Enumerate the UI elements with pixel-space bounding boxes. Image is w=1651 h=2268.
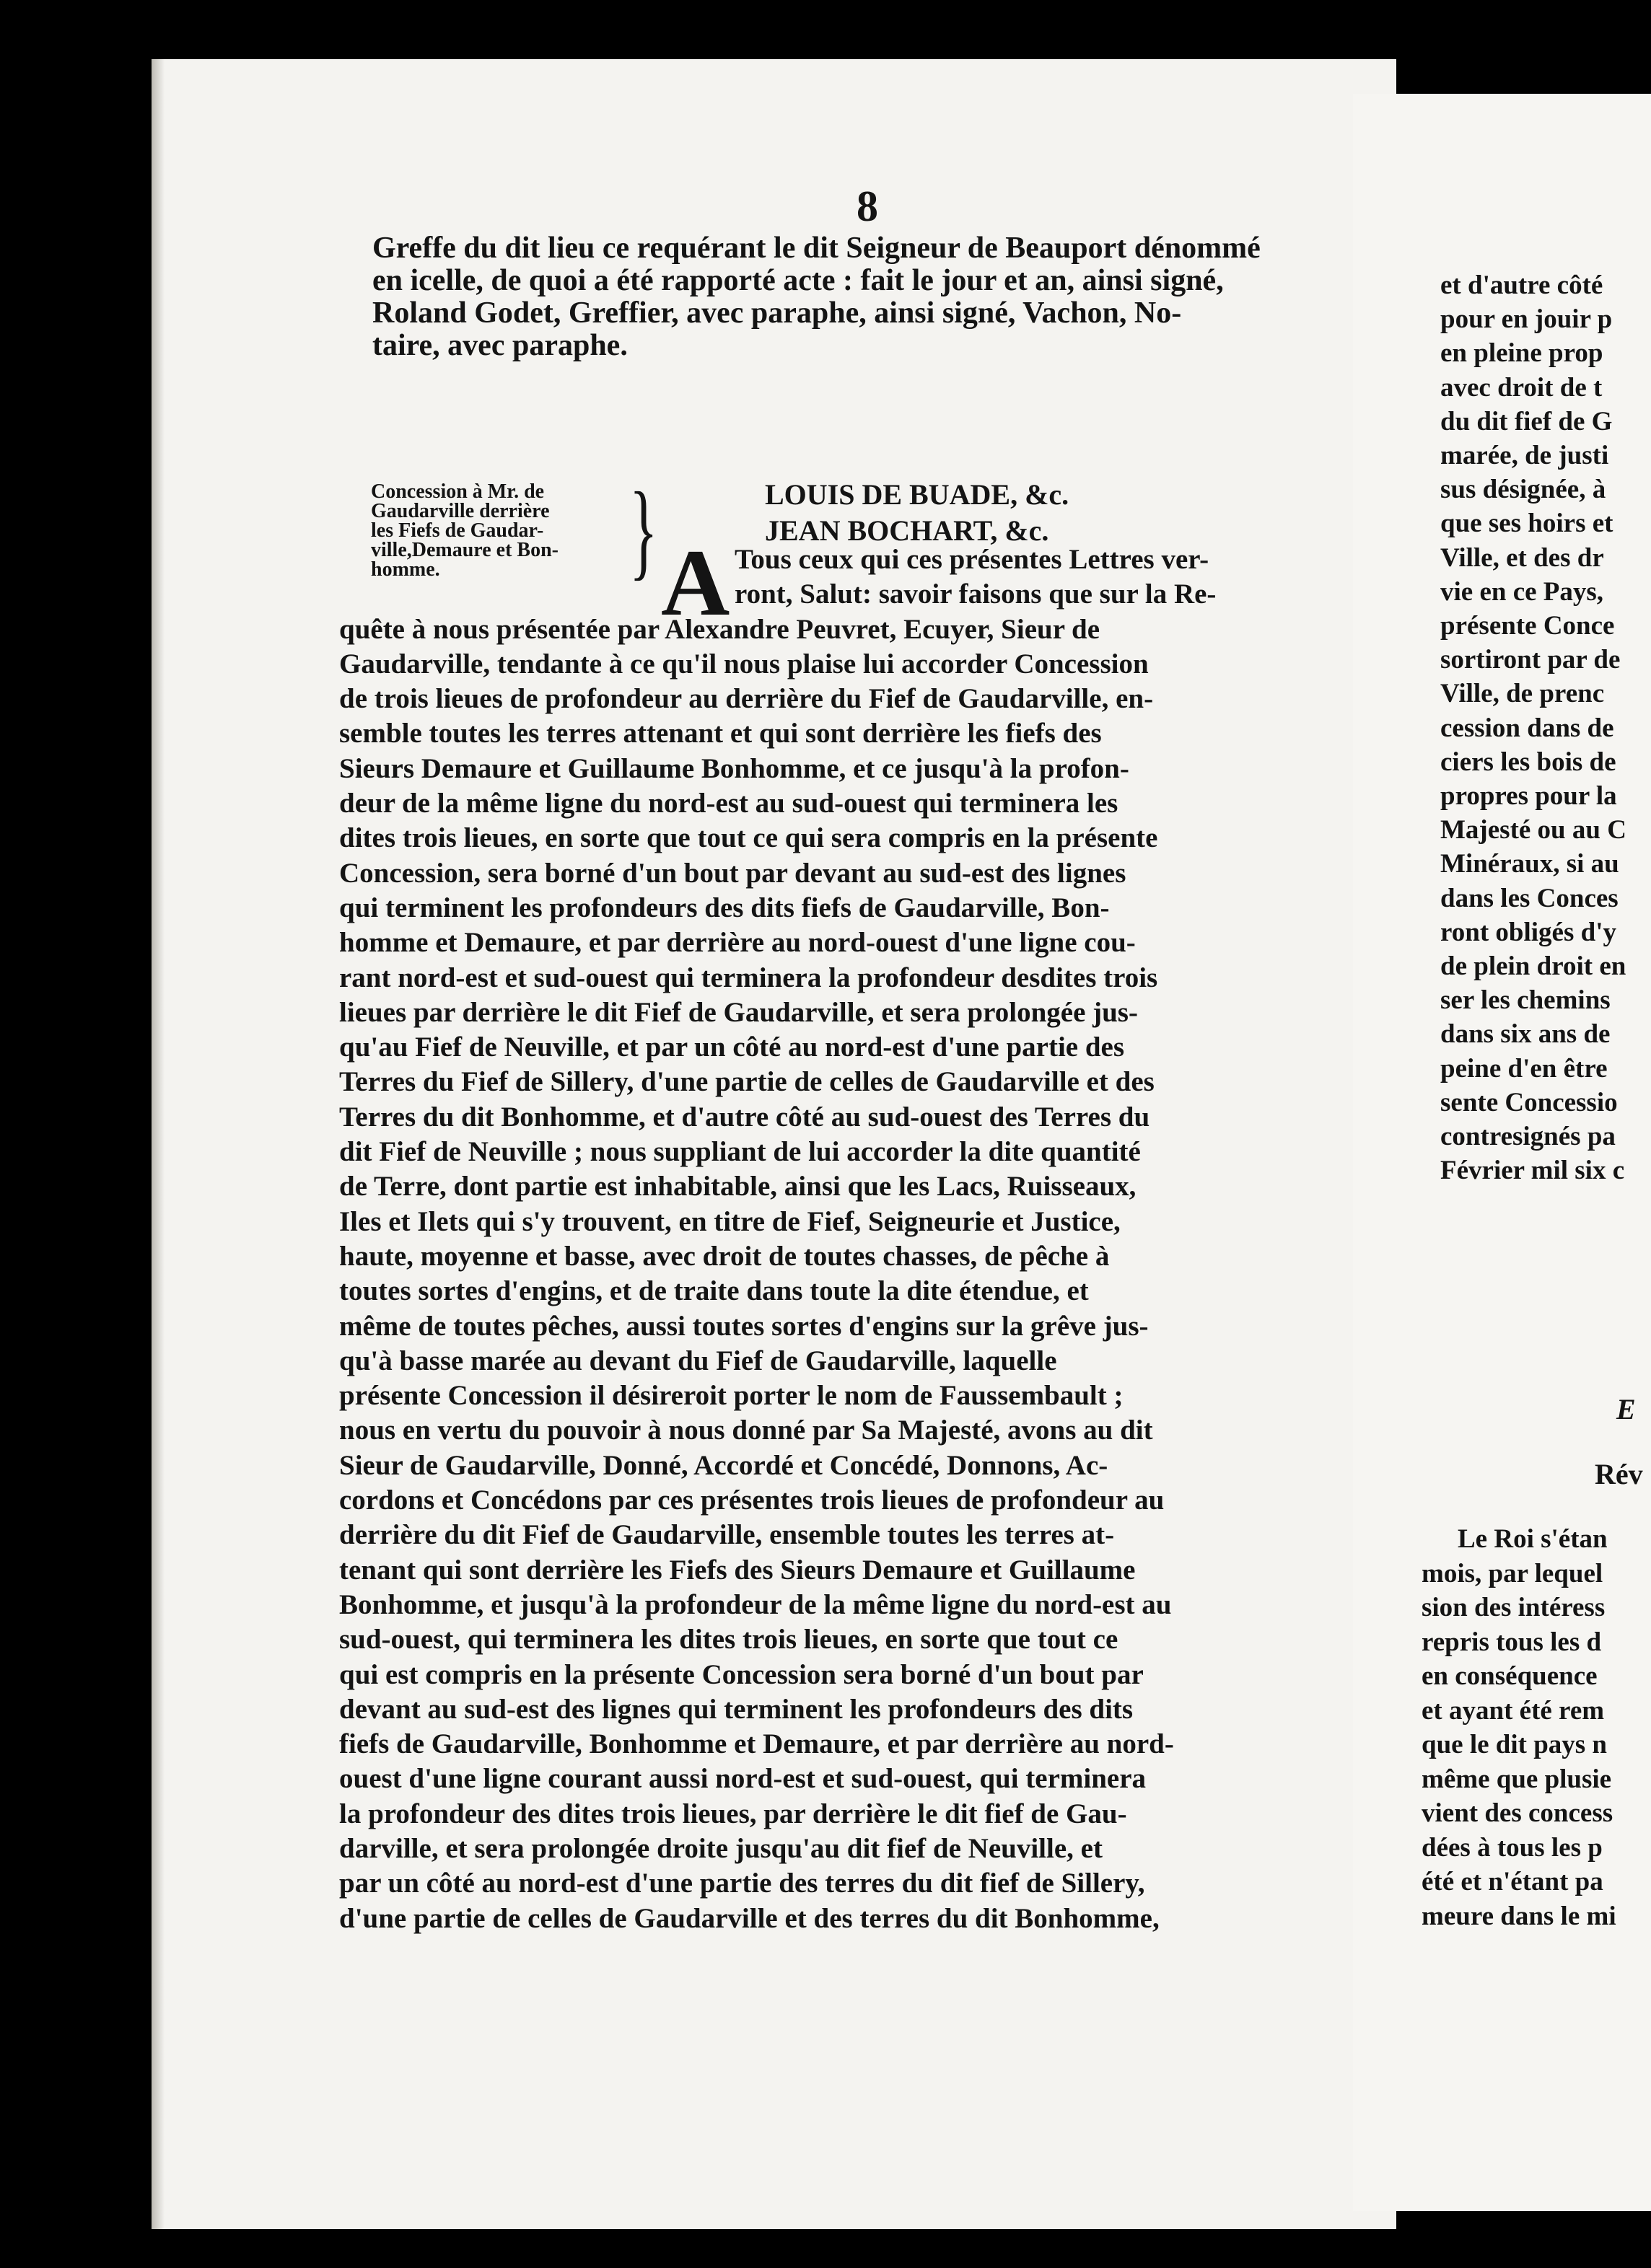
margin-note-line: Gaudarville derrière [371, 500, 550, 522]
text-line: vie en ce Pays, [1440, 576, 1604, 607]
text-line: vient des concess [1422, 1798, 1613, 1828]
text-line: en pleine prop [1440, 338, 1603, 369]
margin-note-line: homme. [371, 558, 440, 581]
drop-cap: A [661, 529, 730, 636]
text-line: lieues par derrière le dit Fief de Gaudarville, et sera prolongée jus- [339, 996, 1138, 1028]
text-line: Sieur de Gaudarville, Donné, Accordé et Concédé, Donnons, Ac- [339, 1449, 1108, 1481]
top-paragraph [372, 232, 1339, 362]
text-line: été et n'étant pa [1422, 1867, 1603, 1896]
text-line: présente Concession il désireroit porter le nom de Faussembault ; [339, 1380, 1124, 1412]
text-line: dées à tous les p [1422, 1832, 1603, 1863]
text-line: sortiront par de [1440, 645, 1621, 675]
text-line: devant au sud-est des lignes qui terminent les profondeurs des dits [339, 1693, 1134, 1725]
text-line: Iles et Ilets qui s'y trouvent, en titre de Fief, Seigneurie et Justice, [339, 1205, 1121, 1237]
page-number: 8 [857, 183, 878, 230]
margin-note-line: les Fiefs de Gaudar- [371, 519, 544, 542]
text-line: taire, avec paraphe. [372, 329, 628, 362]
text-line: deur de la même ligne du nord-est au sud-ouest qui terminera les [339, 788, 1118, 819]
text-line: marée, de justi [1440, 441, 1609, 471]
text-line: cordons et Concédons par ces présentes trois lieues de profondeur au [339, 1485, 1165, 1516]
text-line: fiefs de Gaudarville, Bonhomme et Demaure, et par derrière au nord- [339, 1728, 1174, 1760]
text-line: ser les chemins [1440, 985, 1611, 1016]
text-line: de trois lieues de profondeur au derrière du Fief de Gaudarville, en- [339, 683, 1154, 715]
margin-note-line: Concession à Mr. de [371, 480, 545, 503]
text-line: présente Conce [1440, 611, 1615, 641]
text-line: et d'autre côté [1440, 271, 1603, 300]
text-line: rant nord-est et sud-ouest qui terminera la profondeur desdites trois [339, 962, 1158, 993]
text-line: et ayant été rem [1422, 1695, 1605, 1726]
page-edge-shadow [152, 59, 165, 2229]
text-line: Le Roi s'étan [1458, 1524, 1608, 1554]
text-line: en icelle, de quoi a été rapporté acte : fait le jour et an, ainsi signé, [372, 264, 1224, 297]
text-line: derrière du dit Fief de Gaudarville, ensemble toutes les terres at- [339, 1519, 1115, 1551]
text-line: en conséquence [1422, 1661, 1598, 1691]
text-line: Bonhomme, et jusqu'à la profondeur de la même ligne du nord-est au [339, 1588, 1172, 1620]
text-line: Ville, et des dr [1440, 542, 1604, 573]
margin-note-line: ville,Demaure et Bon- [371, 539, 559, 561]
text-line: ciers les bois de [1440, 747, 1616, 777]
text-line: par un côté au nord-est d'une partie des terres du dit fief de Sillery, [339, 1868, 1145, 1899]
text-line: sud-ouest, qui terminera les dites trois lieues, en sorte que tout ce [339, 1624, 1118, 1656]
text-line: ront, Salut: savoir faisons que sur la Re- [735, 579, 1217, 610]
brace-icon: } [629, 470, 658, 590]
text-line: Concession, sera borné d'un bout par devant au sud-est des lignes [339, 857, 1126, 889]
text-line: tenant qui sont derrière les Fiefs des Sieurs Demaure et Guillaume [339, 1554, 1136, 1586]
text-line: dans les Conces [1440, 883, 1619, 913]
right-page-text-bottom [1422, 1522, 1651, 1933]
text-line: que le dit pays n [1422, 1730, 1608, 1759]
text-line: dites trois lieues, en sorte que tout ce qui sera compris en la présente [339, 822, 1158, 854]
text-line: de Terre, dont partie est inhabitable, ainsi que les Lacs, Ruisseaux, [339, 1171, 1137, 1203]
right-page-subheading: Rév [1595, 1458, 1643, 1490]
text-line: cession dans de [1440, 713, 1614, 743]
text-line: toutes sortes d'engins, et de traite dans toute la dite étendue, et [339, 1275, 1089, 1307]
text-line: d'une partie de celles de Gaudarville et des terres du dit Bonhomme, [339, 1902, 1160, 1934]
concession-text [339, 539, 1349, 1936]
heading-intendant: JEAN BOCHART, &c. [765, 514, 1049, 547]
text-line: qu'à basse marée au devant du Fief de Gaudarville, laquelle [339, 1345, 1057, 1376]
right-page-text-top [1440, 268, 1651, 1187]
text-line: quête à nous présentée par Alexandre Peuvret, Ecuyer, Sieur de [339, 613, 1100, 645]
text-line: qui terminent les profondeurs des dits fiefs de Gaudarville, Bon- [339, 892, 1110, 923]
text-line: Terres du dit Bonhomme, et d'autre côté au sud-ouest des Terres du [339, 1101, 1150, 1133]
text-line: Minéraux, si au [1440, 849, 1619, 879]
text-line: ront obligés d'y [1440, 917, 1616, 947]
text-line: Greffe du dit lieu ce requérant le dit Seigneur de Beauport dénommé [372, 232, 1261, 265]
text-line: homme et Demaure, et par derrière au nord-ouest d'une ligne cou- [339, 927, 1136, 959]
right-page-heading: E [1616, 1393, 1636, 1425]
text-line: Majesté ou au C [1440, 815, 1626, 845]
text-line: Roland Godet, Greffier, avec paraphe, ainsi signé, Vachon, No- [372, 296, 1182, 330]
text-line: sion des intéress [1422, 1593, 1606, 1622]
text-line: avec droit de t [1440, 372, 1603, 403]
text-line: darville, et sera prolongée droite jusqu'au dit fief de Neuville, et [339, 1832, 1103, 1864]
text-line: Tous ceux qui ces présentes Lettres ver- [735, 544, 1209, 575]
text-line: de plein droit en [1440, 951, 1626, 982]
text-line: dans six ans de [1440, 1019, 1611, 1050]
text-line: semble toutes les terres attenant et qui sont derrière les fiefs des [339, 718, 1102, 750]
text-line: sente Concessio [1440, 1087, 1618, 1117]
text-line: Février mil six c [1440, 1156, 1625, 1186]
text-line: mois, par lequel [1422, 1558, 1603, 1588]
text-line: Sieurs Demaure et Guillaume Bonhomme, et ce jusqu'à la profon- [339, 752, 1129, 784]
text-line: repris tous les d [1422, 1627, 1602, 1657]
text-line: Ville, de prenc [1440, 679, 1605, 709]
text-line: Gaudarville, tendante à ce qu'il nous plaise lui accorder Concession [339, 648, 1149, 680]
text-line: qu'au Fief de Neuville, et par un côté au nord-est d'une partie des [339, 1032, 1125, 1063]
text-line: haute, moyenne et basse, avec droit de toutes chasses, de pêche à [339, 1240, 1110, 1272]
text-line: même que plusie [1422, 1764, 1612, 1794]
text-line: nous en vertu du pouvoir à nous donné par Sa Majesté, avons au dit [339, 1415, 1153, 1446]
heading-governor: LOUIS DE BUADE, &c. [765, 478, 1069, 511]
text-line: du dit fief de G [1440, 406, 1613, 436]
text-line: contresignés pa [1440, 1122, 1616, 1152]
text-line: ouest d'une ligne courant aussi nord-est et sud-ouest, qui terminera [339, 1763, 1147, 1795]
text-line: qui est compris en la présente Concession sera borné d'un bout par [339, 1658, 1144, 1690]
text-line: sus désignée, à [1440, 475, 1606, 505]
text-line: que ses hoirs et [1440, 509, 1613, 539]
text-line: dit Fief de Neuville ; nous suppliant de lui accorder la dite quantité [339, 1136, 1141, 1168]
text-line: propres pour la [1440, 781, 1617, 812]
text-line: Terres du Fief de Sillery, d'une partie de celles de Gaudarville et des [339, 1066, 1155, 1098]
text-line: peine d'en être [1440, 1053, 1608, 1084]
text-line: la profondeur des dites trois lieues, par derrière le dit fief de Gau- [339, 1798, 1127, 1829]
text-line: pour en jouir p [1440, 304, 1613, 335]
text-line: même de toutes pêches, aussi toutes sortes d'engins sur la grêve jus- [339, 1310, 1149, 1342]
text-line: meure dans le mi [1422, 1901, 1616, 1931]
